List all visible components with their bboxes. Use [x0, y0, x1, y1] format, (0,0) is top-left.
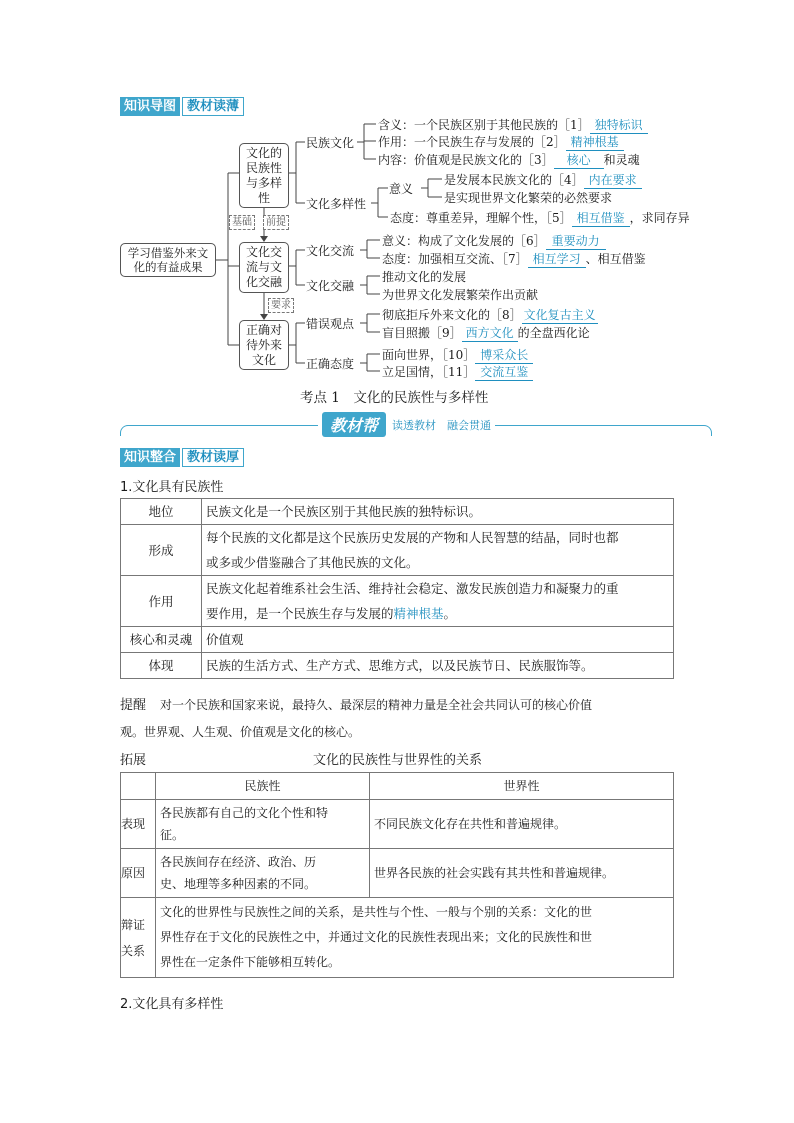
topic-title: 考点 1 文化的民族性与多样性	[300, 390, 489, 406]
highlight-text: 精神根基	[393, 606, 444, 621]
answer-2: 精神根基	[566, 133, 624, 151]
table-row	[121, 849, 674, 898]
row-cell: 世界各民族的社会实践有其共性和普遍规律。	[370, 849, 674, 898]
leaf-7: 意义：构成了文化发展的［6］ 重要动力	[382, 232, 606, 250]
row-key: 核心和灵魂	[121, 627, 202, 653]
row-cell: 各民族间存在经济、政治、历 史、地理等多种因素的不同。	[156, 849, 370, 898]
branch-right-attitude: 正确态度	[306, 357, 355, 371]
mindmap-node-national-diversity: 文化的民族性与多样性	[239, 143, 289, 208]
header-sublabel: 教材读薄	[182, 97, 244, 116]
answer-5: 相互借鉴	[572, 209, 630, 227]
row-key: 表现	[121, 800, 156, 849]
leaf-2: 作用：一个民族生存与发展的［2］ 精神根基	[378, 133, 624, 151]
row-value: 价值观	[202, 627, 674, 653]
row-value: 民族的生活方式、生产方式、思维方式，以及民族节日、民族服饰等。	[202, 653, 674, 679]
mindmap-root: 学习借鉴外来文化的有益成果	[120, 243, 216, 277]
table-header-row	[121, 773, 674, 800]
answer-3: 核心	[554, 151, 604, 169]
branch-wrong-views: 错误观点	[306, 317, 355, 331]
leaf-8: 态度：加强相互交流、［7］ 相互学习 、相互借鉴	[382, 252, 646, 266]
row-value: 每个民族的文化都是这个民族历史发展的产物和人民智慧的结晶，同时也都 或多或少借鉴融合了其他民族的文化。	[202, 525, 674, 576]
reminder-text-1: 对一个民族和国家来说，最持久、最深层的精神力量是全社会共同认可的核心价值	[160, 698, 593, 712]
row-cell: 文化的世界性与民族性之间的关系，是共性与个性、一般与个别的关系：文化的世 界性存在于文化的民族性之中，并通过文化的民族性表现出来；文化的民族性和世 界性在一定条件下能够相互转化。	[156, 898, 674, 978]
answer-9: 西方文化	[462, 324, 518, 342]
banner-subtitle: 读透教材 融会贯通	[392, 418, 492, 432]
leaf-5: 是实现世界文化繁荣的必然要求	[444, 191, 613, 205]
table-row	[121, 525, 674, 576]
branch-meaning: 意义	[389, 182, 414, 196]
leaf-6: 态度：尊重差异，理解个性，［5］ 相互借鉴 ，求同存异	[390, 211, 690, 225]
tag-basis: 基础	[229, 215, 255, 230]
branch-national-culture: 民族文化	[306, 136, 355, 150]
row-cell: 各民族都有自己的文化个性和特 征。	[156, 800, 370, 849]
leaf-11: 彻底拒斥外来文化的［8］ 文化复古主义	[382, 308, 596, 322]
table-row	[121, 576, 674, 627]
leaf-3: 内容：价值观是民族文化的［3］ 核心 和灵魂	[378, 153, 640, 167]
row-key: 辩证 关系	[121, 898, 156, 978]
table-row	[121, 898, 674, 978]
row-cell: 不同民族文化存在共性和普遍规律。	[370, 800, 674, 849]
mindmap-node-exchange-fusion: 文化交流与文化交融	[239, 242, 289, 293]
answer-7: 相互学习	[528, 250, 586, 268]
row-key: 原因	[121, 849, 156, 898]
row-key: 体现	[121, 653, 202, 679]
row-value: 民族文化起着维系社会生活、维持社会稳定、激发民族创造力和凝聚力的重 要作用，是一个民族生存与发展的精神根基。	[202, 576, 674, 627]
banner-title: 教材帮	[322, 412, 386, 437]
expansion-title: 文化的民族性与世界性的关系	[313, 753, 483, 768]
corner-cell	[121, 773, 156, 800]
leaf-12: 盲目照搬［9］ 西方文化 的全盘西化论	[382, 326, 590, 340]
tag-premise: 前提	[263, 215, 289, 230]
leaf-14: 立足国情，［11］ 交流互鉴	[382, 363, 533, 381]
mindmap-node-foreign-culture: 正确对待外来文化	[239, 320, 289, 370]
row-key: 地位	[121, 499, 202, 525]
banner	[318, 412, 495, 437]
expansion-label: 拓展	[120, 753, 147, 768]
column-header: 民族性	[156, 773, 370, 800]
column-header: 世界性	[370, 773, 674, 800]
relation-table	[120, 772, 674, 978]
branch-exchange: 文化交流	[306, 244, 355, 258]
reminder-text-2: 观。世界观、人生观、价值观是文化的核心。	[120, 725, 361, 739]
branch-fusion: 文化交融	[306, 279, 355, 293]
answer-10: 博采众长	[475, 346, 533, 364]
nationality-table	[120, 498, 674, 679]
leaf-10: 为世界文化发展繁荣作出贡献	[382, 288, 539, 302]
answer-4: 内在要求	[584, 171, 642, 189]
tag-requirement: 要求	[268, 298, 294, 313]
table-row	[121, 653, 674, 679]
branch-diversity: 文化多样性	[306, 197, 367, 211]
table-row	[121, 499, 674, 525]
leaf-13: 面向世界，［10］ 博采众长	[382, 346, 533, 364]
leaf-1: 含义：一个民族区别于其他民族的［1］ 独特标识	[378, 116, 648, 134]
reminder-block	[120, 692, 592, 745]
reminder-label: 提醒	[120, 698, 147, 713]
header-label: 知识整合	[120, 448, 180, 467]
leaf-9: 推动文化的发展	[382, 270, 467, 284]
row-key: 作用	[121, 576, 202, 627]
answer-1: 独特标识	[590, 116, 648, 134]
header-sublabel: 教材读厚	[182, 448, 244, 467]
section-header-integrate	[120, 448, 244, 467]
table-row	[121, 627, 674, 653]
row-value: 民族文化是一个民族区别于其他民族的独特标识。	[202, 499, 674, 525]
table-row	[121, 800, 674, 849]
leaf-4: 是发展本民族文化的［4］ 内在要求	[444, 171, 642, 189]
header-label: 知识导图	[120, 97, 180, 116]
answer-6: 重要动力	[546, 232, 606, 250]
answer-8: 文化复古主义	[523, 308, 596, 322]
answer-11: 交流互鉴	[475, 363, 533, 381]
row-key: 形成	[121, 525, 202, 576]
section-1-title: 1.文化具有民族性	[120, 480, 224, 495]
section-2-title: 2.文化具有多样性	[120, 997, 224, 1012]
